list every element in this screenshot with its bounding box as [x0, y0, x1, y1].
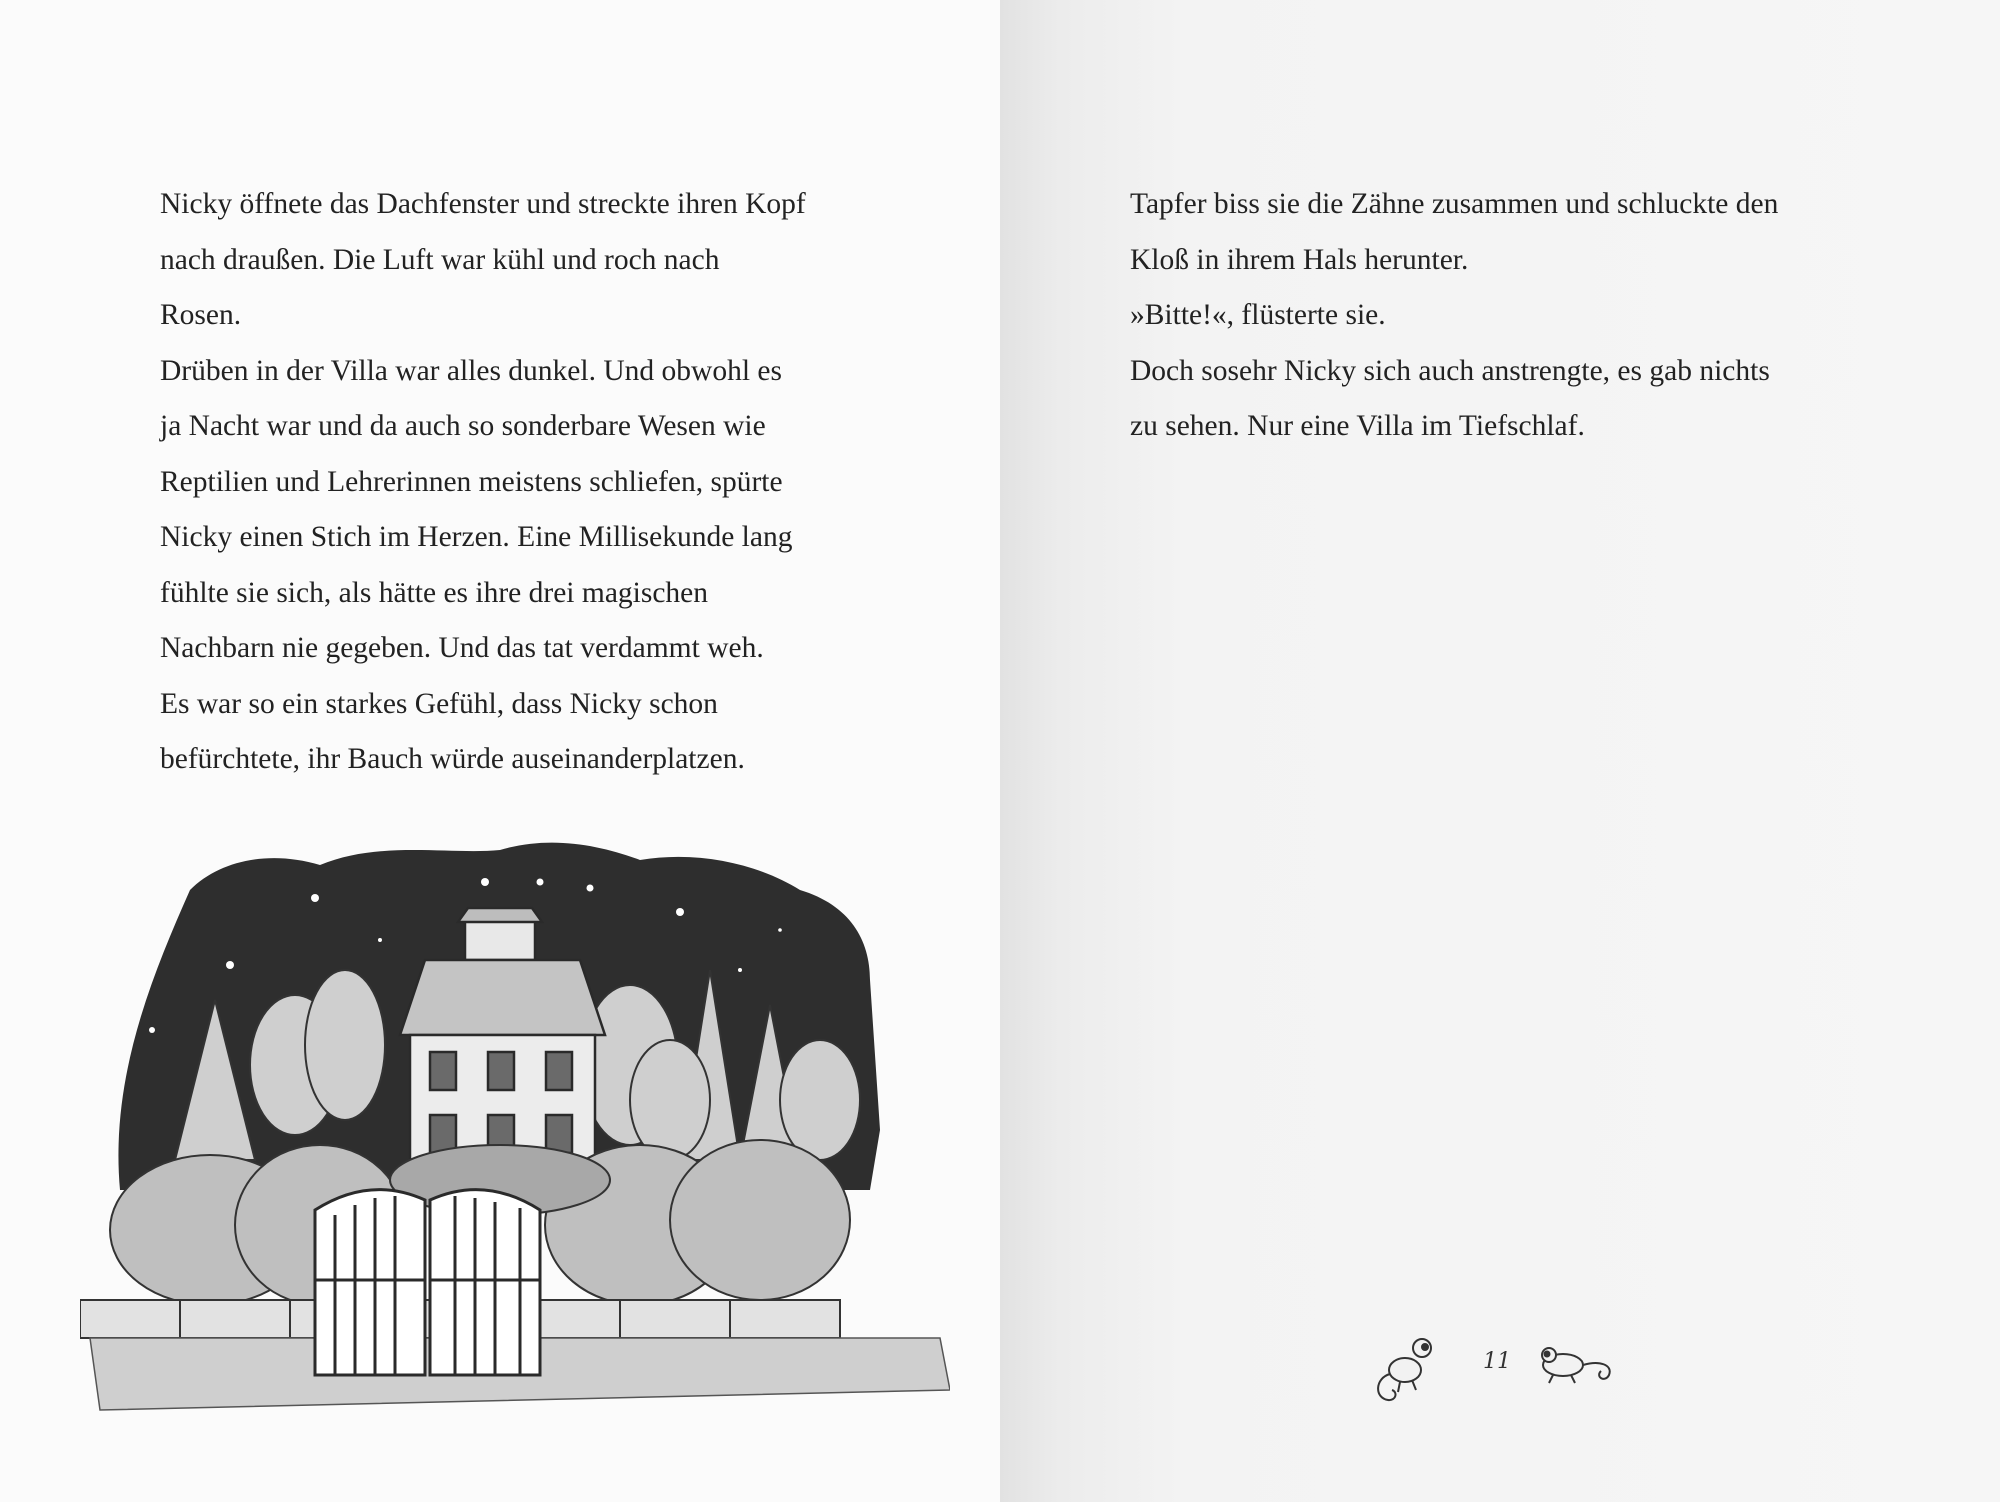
text-line: Tapfer biss sie die Zähne zusammen und schluckte den: [1130, 188, 1779, 220]
page-number: 11: [1483, 1349, 1511, 1374]
text-line: zu sehen. Nur eine Villa im Tiefschlaf.: [1130, 410, 1585, 442]
text-line: Kloß in ihrem Hals herunter.: [1130, 243, 1469, 276]
text-line: Nicky öffnete das Dachfenster und streckte ihren Kopf: [160, 188, 806, 220]
text-line: Es war so ein starkes Gefühl, dass Nicky schon: [160, 687, 718, 720]
page-footer: [1370, 1325, 1640, 1415]
right-page-text: [1130, 177, 1778, 455]
text-line: »Bitte!«, flüsterte sie.: [1130, 299, 1386, 331]
text-line: befürchtete, ihr Bauch würde auseinanderplatzen.: [160, 743, 745, 775]
text-line: ja Nacht war und da auch so sonderbare Wesen wie: [160, 410, 766, 442]
text-line: Drüben in der Villa war alles dunkel. Und obwohl es: [160, 354, 782, 387]
text-line: Nachbarn nie gegeben. Und das tat verdammt weh.: [160, 632, 764, 664]
text-line: fühlte sie sich, als hätte es ihre drei magischen: [160, 576, 709, 609]
chameleon-icon: [1370, 1330, 1445, 1410]
right-page: [1000, 0, 2000, 1502]
left-page-text: [160, 177, 806, 788]
text-line: Doch sosehr Nicky sich auch anstrengte, es gab nichts: [1130, 354, 1770, 387]
text-line: Rosen.: [160, 299, 242, 331]
villa-at-night-illustration: [80, 830, 950, 1430]
lizard-icon: [1535, 1335, 1620, 1395]
text-line: Nicky einen Stich im Herzen. Eine Millisekunde lang: [160, 521, 793, 553]
text-line: nach draußen. Die Luft war kühl und roch nach: [160, 243, 720, 276]
text-line: Reptilien und Lehrerinnen meistens schliefen, spürte: [160, 465, 783, 498]
